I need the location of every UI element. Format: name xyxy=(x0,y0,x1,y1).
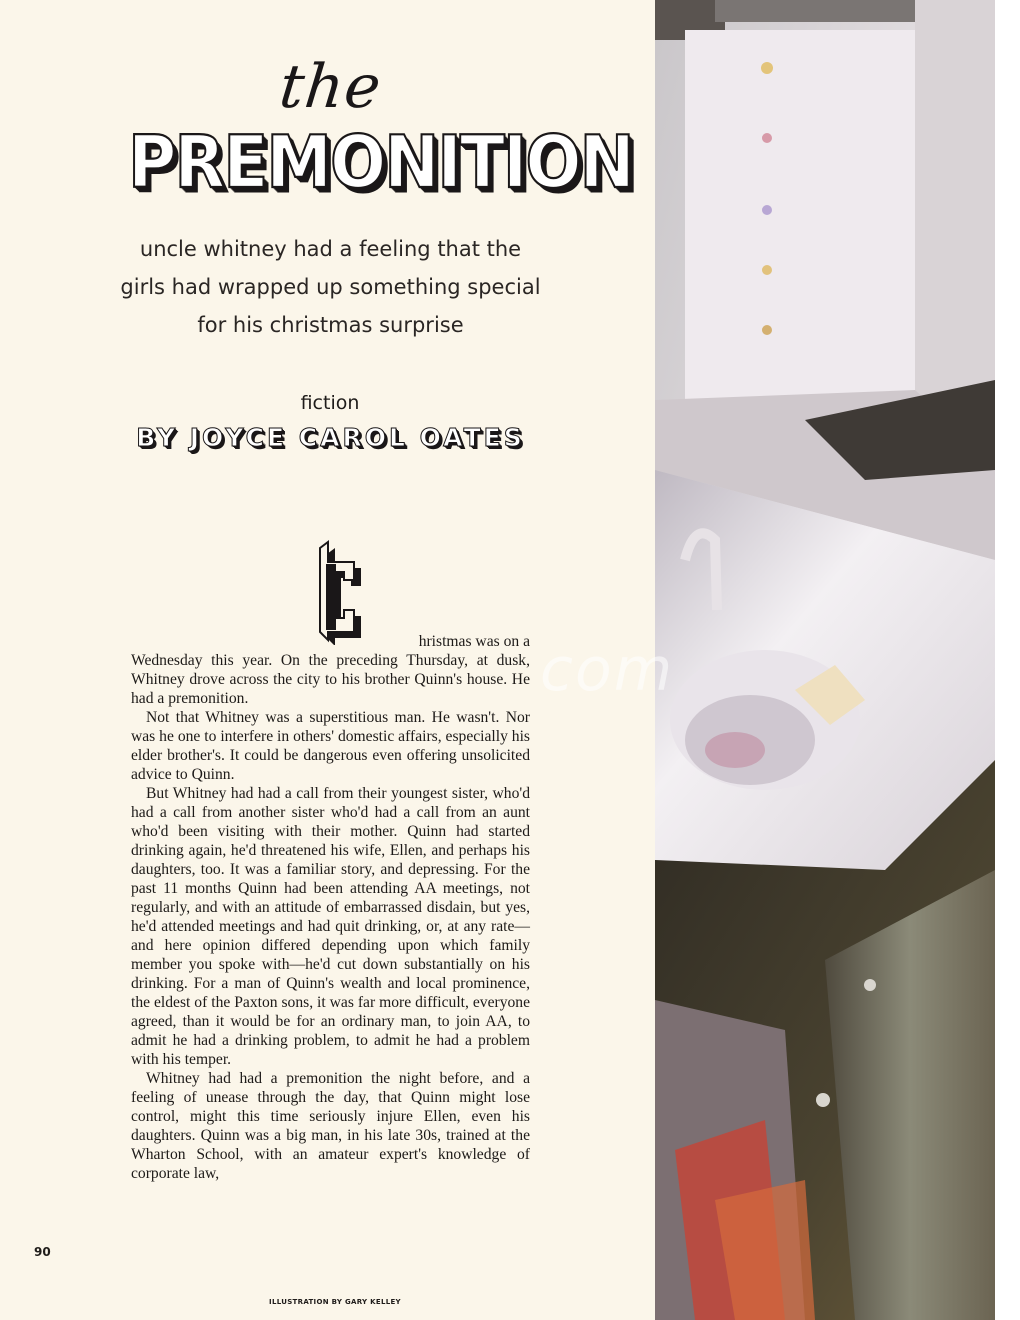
byline: BY JOYCE CAROL OATES xyxy=(136,423,525,452)
illustration-credit: ILLUSTRATION BY GARY KELLEY xyxy=(269,1298,401,1306)
kitchen-sink-illustration-icon xyxy=(655,0,995,1320)
title-the: the xyxy=(276,52,385,122)
watermark: com xyxy=(540,635,675,705)
section-kicker: fiction xyxy=(300,392,360,414)
dek-line: for his christmas surprise xyxy=(197,313,464,337)
paragraph: But Whitney had had a call from their youngest sister, who'd had a call from another sister who'd had a call from an aunt who'd been visiting with their mother. Quinn had started drinking again, he'd threatened his wife, Ellen, and perhaps his daughters, too. It was a familiar story, and depressing. For the past 11 months Quinn had been attending AA meetings, not regularly, and with an attitude of embarrassed disdain, but yes, he'd attended meetings and had quit drinking, or, at any rate—and here opinion differed depending upon which family member you spoke with—he'd cut down substantially on his drinking. For a man of Quinn's wealth and local prominence, the eldest of the Paxton sons, it was far more difficult, everyone agreed, than it would be for an ordinary man, to join AA, to admit he had a drinking problem, to admit he had a problem with his temper. xyxy=(131,785,530,1068)
story-dek xyxy=(118,230,543,344)
right-margin xyxy=(995,0,1020,1320)
illustration xyxy=(655,0,995,1320)
page-number: 90 xyxy=(34,1245,51,1259)
drop-cap xyxy=(306,540,366,645)
paragraph: Not that Whitney was a superstitious man. He wasn't. Nor was he one to interfere in others' domestic affairs, especially his elder brother's. It could be dangerous even offering unsolicited advice to Quinn. xyxy=(131,709,530,783)
dek-line: uncle whitney had a feeling that the xyxy=(139,237,522,261)
dek-line: girls had wrapped up something special xyxy=(120,275,541,299)
paragraph: Whitney had had a premonition the night before, and a feeling of unease through the day, that Quinn might lose control, might this time seriously injure Ellen, even his daughters. Quinn was a big man, in his late 30s, trained at the Wharton School, with an amateur expert's knowledge of corporate law, xyxy=(131,1070,530,1182)
drop-cap-letter-c-icon xyxy=(306,540,366,645)
first-line: hristmas was on a xyxy=(418,633,530,650)
paragraph: Wednesday this year. On the preceding Thursday, at dusk, Whitney drove across the city to his brother Quinn's house. He had a premonition. xyxy=(131,652,530,707)
story-title: PREMONITION xyxy=(128,120,633,205)
article-body xyxy=(131,632,530,1183)
